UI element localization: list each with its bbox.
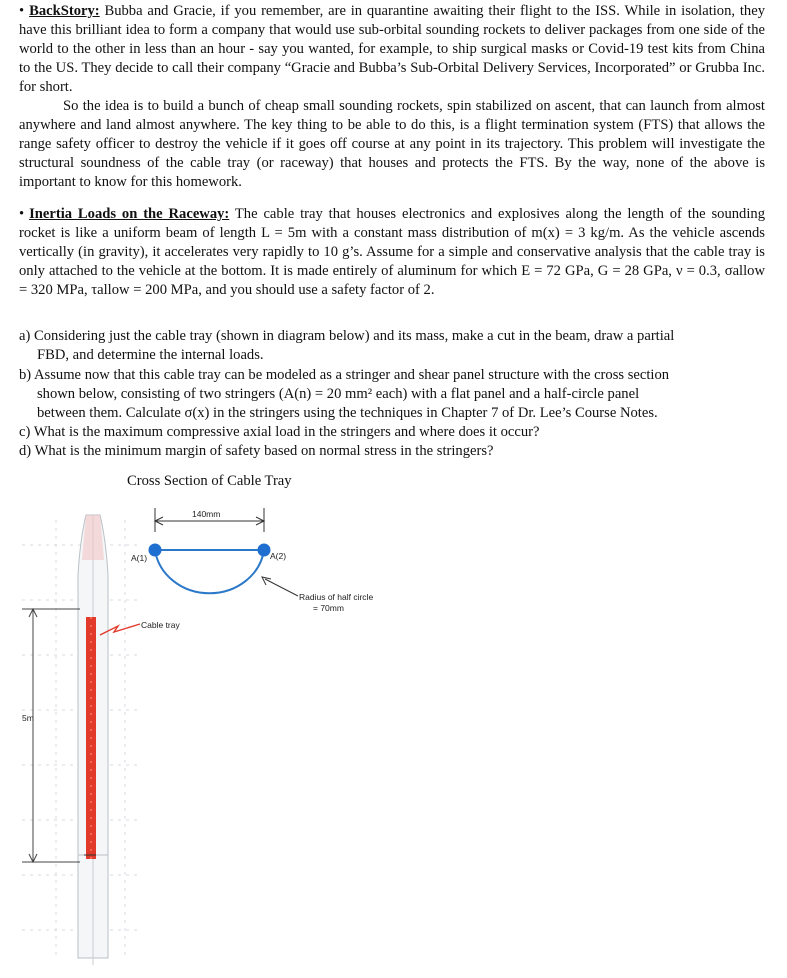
a1-label: A(1): [131, 553, 148, 563]
a2-label: A(2): [270, 551, 287, 561]
question-text: FBD, and determine the internal loads.: [37, 346, 264, 363]
cross-section-title: Cross Section of Cable Tray: [127, 473, 292, 489]
inertia-text: The cable tray that houses electronics and explosives along the length of the sounding rocket is like a uniform beam of length L = 5m with a constant mass distribution of m(x) = 3 kg/m. As the vehicle ascends vertically (in gravity), it accelerates very rapidly to 10 g’s. Assume for a simple and conservative analysis that the cable tray is only attached to the vehicle at the bottom. It is made entirely of aluminum for which E = 72 GPa, G = 28 GPa, ν = 0.3, σallow = 320 MPa, τallow = 200 MPa, and you should use a safety factor of 2.: [19, 206, 765, 298]
backstory-text: Bubba and Gracie, if you remember, are in quarantine awaiting their flight to the ISS. While in isolation, they have this brilliant idea to form a company that would use sub-orbital sounding rockets to deliver packages from one side of the world to the other in less than an hour - say you wanted, for example, to ship surgical masks or Covid-19 test kits from China to the US. They decide to call their company “Gracie and Bubba’s Sub-Orbital Delivery Services, Incorporated” or Grubba Inc. for short.: [19, 3, 765, 95]
question-label: b): [19, 367, 32, 383]
question-text: What is the minimum margin of safety based on normal stress in the stringers?: [34, 443, 494, 459]
question-label: c): [19, 424, 31, 440]
length-label: 5m: [22, 713, 34, 723]
length-dimension: [22, 609, 80, 862]
inertia-heading: Inertia Loads on the Raceway:: [29, 206, 230, 222]
backstory-text-2: So the idea is to build a bunch of cheap small sounding rockets, spin stabilized on ascent, that can launch from almost anywhere and land almost anywhere. The key thing to be able to do this, is a flight termination system (FTS) that allows the range safety officer to destroy the vehicle if it goes off course at any point in its trajectory. This problem will investigate the structural soundness of the cable tray (or raceway) that houses and protects the FTS. By the way, none of the above is important to know for this homework.: [19, 98, 765, 190]
stringer-a2: [258, 544, 271, 557]
question-text: between them. Calculate σ(x) in the stringers using the techniques in Chapter 7 of Dr. Lee’s Course Notes.: [37, 404, 658, 421]
width-label: 140mm: [192, 509, 221, 519]
question-label: d): [19, 443, 32, 459]
question-text: What is the maximum compressive axial load in the stringers and where does it occur?: [33, 424, 540, 440]
bullet: •: [19, 206, 25, 222]
radius-leader: [262, 577, 298, 596]
question-label: a): [19, 328, 31, 344]
cable-tray-label: Cable tray: [141, 620, 180, 630]
bullet: •: [19, 3, 25, 19]
question-text: shown below, consisting of two stringers (A(n) = 20 mm² each) with a flat panel and a half-circle panel: [37, 385, 640, 402]
question-text: Considering just the cable tray (shown in diagram below) and its mass, make a cut in the beam, draw a partial: [34, 328, 675, 344]
radius-label-line2: = 70mm: [313, 603, 344, 613]
radius-label-line1: Radius of half circle: [299, 592, 374, 602]
half-circle-panel: [155, 550, 264, 593]
question-text: Assume now that this cable tray can be modeled as a stringer and shear panel structure with the cross section: [34, 367, 670, 383]
backstory-heading: BackStory:: [29, 3, 100, 19]
stringer-a1: [149, 544, 162, 557]
